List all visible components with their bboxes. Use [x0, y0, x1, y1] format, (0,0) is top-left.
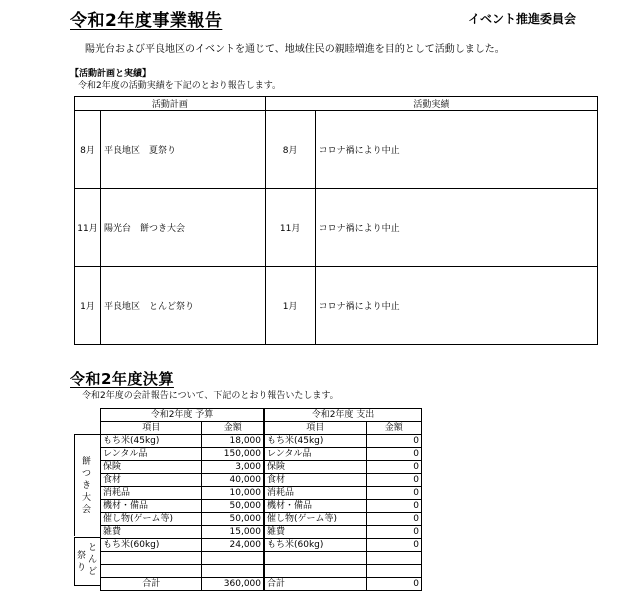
table-row	[101, 435, 264, 448]
item: 雑費	[101, 526, 202, 539]
label-char: 祭	[76, 551, 86, 561]
expense-header: 令和2年度 支出	[265, 409, 422, 422]
group-divider	[74, 537, 100, 538]
result-month: 11月	[265, 189, 315, 267]
label-char: 大	[81, 493, 91, 503]
organization-name: イベント推進委員会	[468, 12, 577, 26]
expense-col-row	[265, 422, 422, 435]
label-char: と	[87, 543, 97, 553]
item: 消耗品	[101, 487, 202, 500]
item: レンタル品	[265, 448, 367, 461]
group-divider	[74, 537, 75, 585]
result-month: 8月	[265, 111, 315, 189]
item: 保険	[265, 461, 367, 474]
item	[101, 552, 202, 565]
item	[101, 565, 202, 578]
activity-note: 令和2年度の活動実績を下記のとおり報告します。	[78, 81, 282, 91]
label-char: ど	[87, 567, 97, 577]
table-row	[265, 435, 422, 448]
amount	[366, 552, 421, 565]
group-divider	[74, 434, 75, 536]
amount: 0	[366, 448, 421, 461]
table-row	[265, 448, 422, 461]
amount	[366, 565, 421, 578]
item: もち米(60kg)	[101, 539, 202, 552]
result-text: コロナ禍により中止	[315, 111, 597, 189]
table-row	[265, 565, 422, 578]
budget-header-row	[101, 409, 264, 422]
settlement-note: 令和2年度の会計報告について、下記のとおり報告いたします。	[82, 391, 339, 401]
item: 消耗品	[265, 487, 367, 500]
amount: 0	[366, 500, 421, 513]
item: もち米(60kg)	[265, 539, 367, 552]
item: 催し物(ゲーム等)	[265, 513, 367, 526]
table-row	[265, 500, 422, 513]
table-row	[265, 513, 422, 526]
item	[265, 565, 367, 578]
result-text: コロナ禍により中止	[315, 267, 597, 345]
total-label: 合計	[265, 578, 367, 591]
plan-event: 平良地区 夏祭り	[100, 111, 265, 189]
total-amount: 0	[366, 578, 421, 591]
table-row	[101, 461, 264, 474]
table-row	[75, 189, 598, 267]
item: もち米(45kg)	[101, 435, 202, 448]
table-row	[75, 111, 598, 189]
col-item: 項目	[265, 422, 367, 435]
label-char: 餅	[81, 457, 91, 467]
amount: 50,000	[202, 500, 264, 513]
expense-table	[264, 408, 422, 591]
table-row	[265, 526, 422, 539]
activity-heading: 【活動計画と実績】	[70, 69, 152, 79]
budget-table	[100, 408, 264, 591]
table-row	[101, 552, 264, 565]
item	[265, 552, 367, 565]
amount	[202, 565, 264, 578]
table-row	[101, 539, 264, 552]
amount: 18,000	[202, 435, 264, 448]
table-row	[265, 461, 422, 474]
total-label: 合計	[101, 578, 202, 591]
plan-event: 平良地区 とんど祭り	[100, 267, 265, 345]
plan-month: 8月	[75, 111, 101, 189]
result-month: 1月	[265, 267, 315, 345]
amount: 0	[366, 474, 421, 487]
expense-total-row	[265, 578, 422, 591]
amount: 40,000	[202, 474, 264, 487]
result-text: コロナ禍により中止	[315, 189, 597, 267]
amount: 0	[366, 435, 421, 448]
budget-col-row	[101, 422, 264, 435]
result-header: 活動実績	[265, 97, 597, 111]
col-item: 項目	[101, 422, 202, 435]
table-row	[101, 513, 264, 526]
table-row	[101, 487, 264, 500]
group-label-matsuri	[76, 550, 87, 574]
plan-event: 陽光台 餅つき大会	[100, 189, 265, 267]
col-amount: 金額	[366, 422, 421, 435]
total-amount: 360,000	[202, 578, 264, 591]
expense-header-row	[265, 409, 422, 422]
plan-month: 11月	[75, 189, 101, 267]
item: レンタル品	[101, 448, 202, 461]
item: 食材	[101, 474, 202, 487]
item: 雑費	[265, 526, 367, 539]
amount: 10,000	[202, 487, 264, 500]
amount: 24,000	[202, 539, 264, 552]
table-row	[265, 487, 422, 500]
item: 食材	[265, 474, 367, 487]
item: 保険	[101, 461, 202, 474]
label-char: き	[81, 481, 91, 491]
report-title: 令和2年度事業報告	[70, 11, 223, 31]
table-row	[265, 474, 422, 487]
col-amount: 金額	[202, 422, 264, 435]
budget-header: 令和2年度 予算	[101, 409, 264, 422]
label-char: 会	[81, 505, 91, 515]
amount: 0	[366, 539, 421, 552]
amount: 0	[366, 461, 421, 474]
item: もち米(45kg)	[265, 435, 367, 448]
group-label-tondo	[87, 542, 98, 578]
activity-table	[74, 96, 598, 345]
budget-total-row	[101, 578, 264, 591]
table-row	[265, 552, 422, 565]
intro-text: 陽光台および平良地区のイベントを通じて、地域住民の親睦増進を目的として活動しました。	[85, 44, 505, 55]
settlement-title: 令和2年度決算	[70, 370, 174, 388]
activity-header-row	[75, 97, 598, 111]
group-divider	[74, 434, 100, 435]
table-row	[101, 565, 264, 578]
table-row	[101, 526, 264, 539]
amount	[202, 552, 264, 565]
group-divider	[74, 585, 100, 586]
amount: 0	[366, 513, 421, 526]
table-row	[265, 539, 422, 552]
table-row	[75, 267, 598, 345]
amount: 3,000	[202, 461, 264, 474]
table-row	[101, 500, 264, 513]
label-char: ん	[87, 555, 97, 565]
amount: 15,000	[202, 526, 264, 539]
amount: 0	[366, 526, 421, 539]
amount: 0	[366, 487, 421, 500]
item: 催し物(ゲーム等)	[101, 513, 202, 526]
table-row	[101, 474, 264, 487]
plan-header: 活動計画	[75, 97, 266, 111]
amount: 50,000	[202, 513, 264, 526]
label-char: つ	[81, 469, 91, 479]
label-char: り	[76, 563, 86, 573]
item: 機材・備品	[101, 500, 202, 513]
plan-month: 1月	[75, 267, 101, 345]
table-row	[101, 448, 264, 461]
group-label-mochitsuki	[81, 456, 92, 516]
item: 機材・備品	[265, 500, 367, 513]
amount: 150,000	[202, 448, 264, 461]
